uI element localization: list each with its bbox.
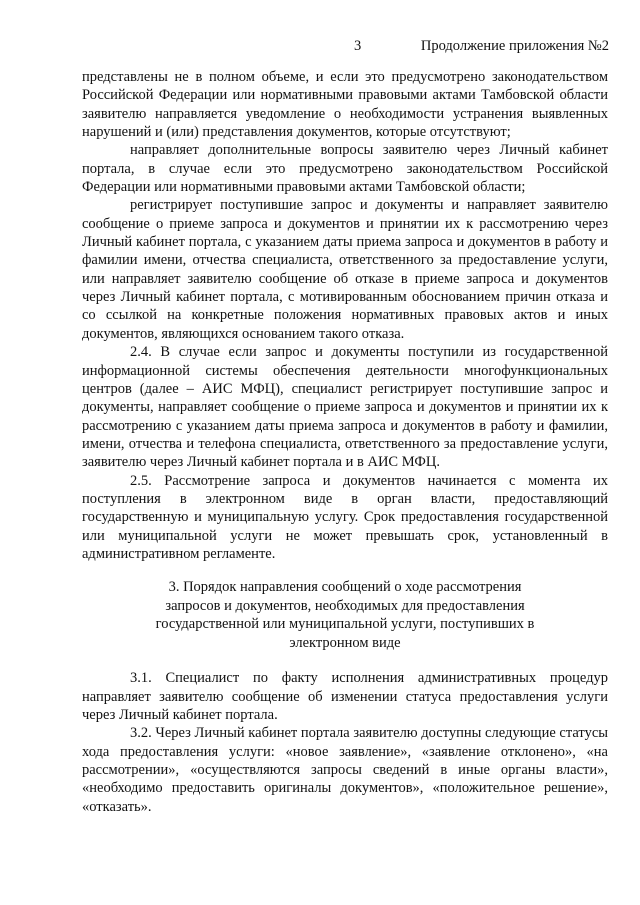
paragraph-registration: регистрирует поступившие запрос и документы и направляет заявителю сообщение о приеме запроса и документов и принятии их к рассмотрению через Личный кабинет портала, с указанием даты приема запроса и документов в работу и фамилии имени, отчества специалиста, ответственного за предоставление услуги, или направляет заявителю сообщение об отказе в приеме запроса и документов через Личный кабинет портала, с мотивированным обоснованием причин отказа и со ссылкой на конкретные положения нормативных правовых актов и иных документов, являющихся основанием такого отказа. bbox=[82, 197, 608, 342]
page-header bbox=[0, 38, 640, 58]
section-3-heading-line: государственной или муниципальной услуги, поступивших в bbox=[155, 616, 535, 633]
section-3-heading-line: электронном виде bbox=[289, 634, 401, 651]
paragraph-3-2: 3.2. Через Личный кабинет портала заявителю доступны следующие статусы хода предоставления услуги: «новое заявление», «заявление отклонено», «на рассмотрении», «осуществляются запросы сведений в иные органы власти», «необходимо предоставить оригиналы документов», «положительное решение», «отказать». bbox=[82, 725, 608, 815]
section-3-heading-line: 3. Порядок направления сообщений о ходе рассмотрения bbox=[168, 579, 522, 596]
paragraph-2-5: 2.5. Рассмотрение запроса и документов начинается с момента их поступления в электронном виде в орган власти, предоставляющий государственную и муниципальную услугу. Срок предоставления государственной или муниципальной услуги не может превышать срок, установленный в административном регламенте. bbox=[82, 472, 608, 562]
section-3-heading-line: запросов и документов, необходимых для предоставления bbox=[165, 597, 525, 614]
section-3-heading bbox=[82, 578, 608, 652]
paragraph-notification: представлены не в полном объеме, и если это предусмотрено законодательством Российской Федерации или нормативными правовыми актами Тамбовской области заявителю направляется уведомление о необходимости устранения выявленных нарушений и (или) представления документов, которые отсутствуют; bbox=[82, 69, 608, 141]
paragraph-3-1: 3.1. Специалист по факту исполнения административных процедур направляет заявителю сообщение об изменении статуса предоставления услуги через Личный кабинет портала. bbox=[82, 670, 608, 723]
appendix-continuation-label: Продолжение приложения №2 bbox=[420, 38, 609, 54]
document-body bbox=[82, 68, 608, 816]
paragraph-additional-questions: направляет дополнительные вопросы заявителю через Личный кабинет портала, в случае если это предусмотрено законодательством Российской Федерации или нормативными правовыми актами Тамбовской области; bbox=[82, 142, 608, 196]
paragraph-2-4: 2.4. В случае если запрос и документы поступили из государственной информационной системы обеспечения деятельности многофункциональных центров (далее – АИС МФЦ), специалист регистрирует поступившие запрос и документы, направляет сообщение о приеме запроса и документов и принятии их к рассмотрению с указанием даты приема запроса и документов в работу и фамилии, имени, отчества и телефона специалиста, ответственного за предоставление услуги, заявителю через Личный кабинет портала и в АИС МФЦ. bbox=[82, 344, 608, 471]
page-number: 3 bbox=[354, 38, 362, 54]
